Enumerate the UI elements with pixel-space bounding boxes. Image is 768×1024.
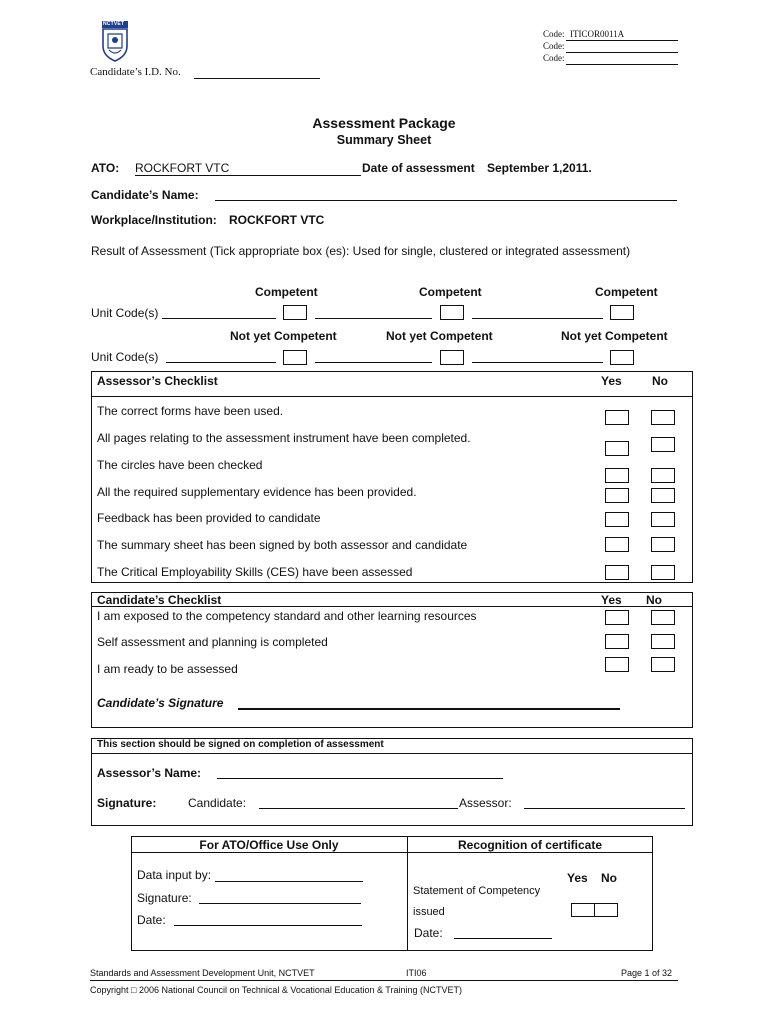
- statement-label: Statement of Competency: [413, 885, 541, 897]
- assessor-no-box-7[interactable]: [651, 565, 675, 580]
- assessor-yes-header: Yes: [601, 374, 622, 388]
- code-label-1: Code:: [543, 29, 565, 39]
- candidate-signature-line[interactable]: [238, 708, 620, 710]
- not-yet-checkbox-1[interactable]: [283, 350, 307, 365]
- footer-copyright: Copyright □ 2006 National Council on Technical & Vocational Education & Training (NCTVET): [90, 985, 462, 995]
- candidate-name-label: Candidate’s Name:: [91, 188, 199, 202]
- candidate-yes-box-1[interactable]: [605, 610, 629, 625]
- assessor-sign-field[interactable]: [524, 808, 685, 809]
- assessor-item-2: All pages relating to the assessment instrument have been completed.: [97, 431, 471, 445]
- office-signature-label: Signature:: [137, 891, 192, 905]
- assessor-no-box-4[interactable]: [651, 488, 675, 503]
- candidate-id-field[interactable]: [194, 78, 320, 79]
- footer-page: Page 1 of 32: [621, 968, 673, 978]
- assessor-item-5: Feedback has been provided to candidate: [97, 511, 321, 525]
- candidate-sign-field[interactable]: [259, 808, 458, 809]
- code-value-1: ITICOR0011A: [570, 29, 625, 39]
- statement-issued-label: issued: [413, 906, 445, 918]
- office-date-field[interactable]: [174, 925, 362, 926]
- data-input-label: Data input by:: [137, 868, 212, 882]
- candidate-checklist-title: Candidate’s Checklist: [97, 593, 222, 607]
- competent-checkbox-1[interactable]: [283, 305, 307, 320]
- page-subtitle: Summary Sheet: [336, 133, 432, 147]
- assessor-yes-box-4[interactable]: [605, 488, 629, 503]
- assessor-no-box-5[interactable]: [651, 512, 675, 527]
- assessor-yes-box-6[interactable]: [605, 537, 629, 552]
- assessor-no-box-3[interactable]: [651, 468, 675, 483]
- ato-label: ATO:: [91, 161, 120, 175]
- assessor-item-3: The circles have been checked: [97, 458, 263, 472]
- completion-section: [91, 738, 693, 826]
- recognition-date-field[interactable]: [454, 938, 552, 939]
- workplace-label: Workplace/Institution:: [91, 213, 217, 227]
- candidate-signature-label: Candidate’s Signature: [97, 696, 224, 710]
- assessor-yes-box-5[interactable]: [605, 512, 629, 527]
- candidate-name-field[interactable]: [215, 200, 677, 201]
- code-label-3: Code:: [543, 53, 565, 63]
- office-signature-field[interactable]: [199, 903, 361, 904]
- recognition-title: Recognition of certificate: [457, 838, 603, 852]
- signature-candidate-label: Candidate:: [188, 796, 247, 810]
- result-instructions: Result of Assessment (Tick appropriate box (es): Used for single, clustered or integrated assessment): [91, 244, 631, 258]
- unit-code-label-1: Unit Code(s): [91, 306, 159, 320]
- candidate-yes-box-3[interactable]: [605, 657, 629, 672]
- not-yet-header-3: Not yet Competent: [561, 329, 668, 343]
- data-input-field[interactable]: [215, 881, 363, 882]
- assessor-yes-box-7[interactable]: [605, 565, 629, 580]
- assessor-item-4: All the required supplementary evidence has been provided.: [97, 485, 417, 499]
- recognition-yes-box[interactable]: [571, 903, 595, 917]
- assessor-item-7: The Critical Employability Skills (CES) have been assessed: [97, 565, 413, 579]
- unit-code-label-2: Unit Code(s): [91, 350, 159, 364]
- signature-label: Signature:: [97, 796, 157, 810]
- candidate-no-box-1[interactable]: [651, 610, 675, 625]
- assessor-no-box-6[interactable]: [651, 537, 675, 552]
- signature-assessor-label: Assessor:: [459, 796, 512, 810]
- competent-header-1: Competent: [255, 285, 318, 299]
- completion-note: This section should be signed on completion of assessment: [97, 739, 384, 750]
- recognition-date-label: Date:: [414, 926, 443, 940]
- recognition-no-label: No: [601, 871, 617, 885]
- assessor-item-1: The correct forms have been used.: [97, 404, 284, 418]
- nctvet-logo: [100, 20, 130, 62]
- candidate-no-box-2[interactable]: [651, 634, 675, 649]
- assessor-no-box-1[interactable]: [651, 410, 675, 425]
- recognition-no-box[interactable]: [594, 903, 618, 917]
- office-title: For ATO/Office Use Only: [199, 838, 339, 852]
- assessor-yes-box-1[interactable]: [605, 410, 629, 425]
- competent-header-3: Competent: [595, 285, 658, 299]
- assessor-item-6: The summary sheet has been signed by both assessor and candidate: [97, 538, 468, 552]
- candidate-item-2: Self assessment and planning is completed: [97, 635, 328, 649]
- competent-header-2: Competent: [419, 285, 482, 299]
- page-title: Assessment Package: [312, 115, 456, 131]
- assessor-yes-box-2[interactable]: [605, 441, 629, 456]
- not-yet-header-2: Not yet Competent: [386, 329, 493, 343]
- competent-checkbox-3[interactable]: [610, 305, 634, 320]
- assessor-name-field[interactable]: [217, 778, 503, 779]
- not-yet-checkbox-3[interactable]: [610, 350, 634, 365]
- code-label-2: Code:: [543, 41, 565, 51]
- candidate-no-box-3[interactable]: [651, 657, 675, 672]
- logo-text: NCTVET: [103, 21, 125, 27]
- not-yet-header-1: Not yet Competent: [230, 329, 337, 343]
- ato-value: ROCKFORT VTC: [135, 161, 230, 175]
- candidate-no-header: No: [646, 593, 662, 607]
- candidate-item-3: I am ready to be assessed: [97, 662, 238, 676]
- candidate-yes-box-2[interactable]: [605, 634, 629, 649]
- candidate-item-1: I am exposed to the competency standard and other learning resources: [97, 609, 477, 623]
- not-yet-checkbox-2[interactable]: [440, 350, 464, 365]
- candidate-yes-header: Yes: [601, 593, 622, 607]
- workplace-value: ROCKFORT VTC: [229, 213, 325, 227]
- assessor-yes-box-3[interactable]: [605, 468, 629, 483]
- assessment-date-value: September 1,2011.: [487, 161, 592, 175]
- recognition-yes-label: Yes: [567, 871, 588, 885]
- assessor-checklist-title: Assessor’s Checklist: [97, 374, 218, 388]
- footer-middle: ITI06: [406, 968, 427, 978]
- office-recognition-table: [131, 836, 653, 951]
- assessment-date-label: Date of assessment: [362, 161, 475, 175]
- candidate-id-label: Candidate’s I.D. No.: [90, 66, 181, 78]
- assessor-no-box-2[interactable]: [651, 437, 675, 452]
- competent-checkbox-2[interactable]: [440, 305, 464, 320]
- assessor-name-label: Assessor’s Name:: [97, 766, 202, 780]
- footer-left: Standards and Assessment Development Unit, NCTVET: [90, 968, 315, 978]
- assessor-no-header: No: [652, 374, 668, 388]
- office-date-label: Date:: [137, 913, 166, 927]
